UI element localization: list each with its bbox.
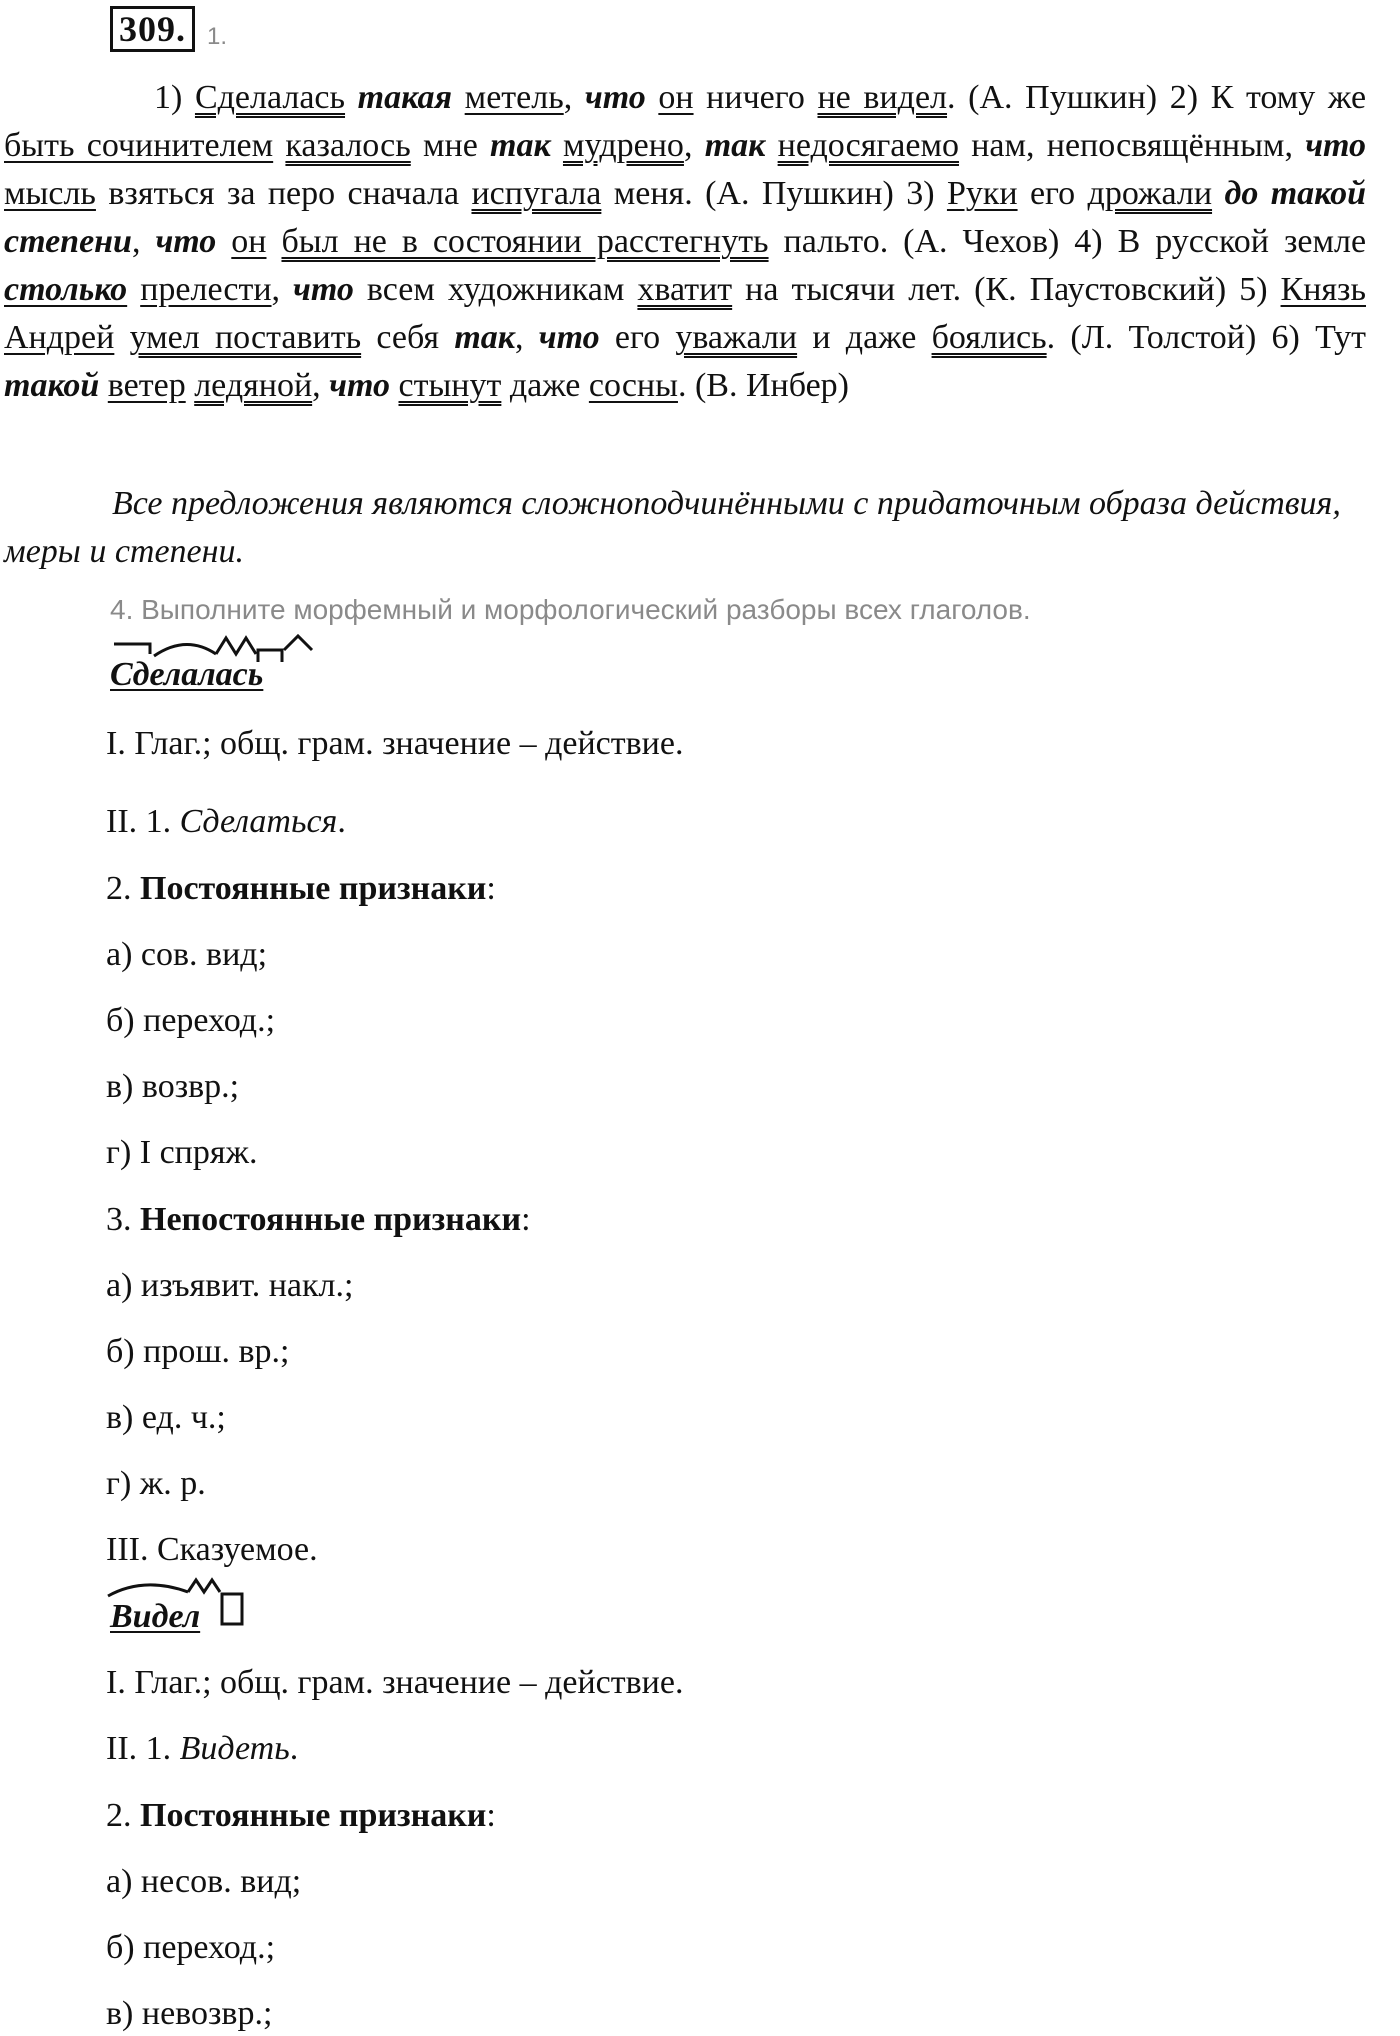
correlative-word: так (490, 127, 551, 164)
analysis-line: г) ж. р. (106, 1465, 206, 1502)
conclusion-text: Все предложения являются сложноподчинёнными с придаточным образа действия, меры и степени. (4, 485, 1341, 570)
predicate: боялись (931, 319, 1047, 356)
predicate: умел поставить (129, 319, 362, 356)
subject: Руки (946, 175, 1018, 212)
conjunction: что (538, 319, 600, 356)
exercise-number: 309. (110, 6, 195, 52)
analysis-line: б) переход.; (106, 1929, 276, 1966)
subject: он (231, 223, 267, 260)
correlative-word: такой (4, 367, 100, 404)
predicate: хватит (637, 271, 733, 308)
predicate: стынут (398, 367, 502, 404)
conjunction: что (1305, 127, 1367, 164)
predicate: дрожали (1087, 175, 1213, 212)
analysis-line: а) сов. вид; (106, 936, 268, 973)
predicate: не видел (817, 79, 948, 116)
analysis-line: в) ед. ч.; (106, 1399, 226, 1436)
analysis-line: III. Сказуемое. (106, 1531, 318, 1568)
analysis-line: 3. Непостоянные признаки: (106, 1201, 531, 1238)
analysis-line: г) I спряж. (106, 1134, 258, 1171)
verb-heading: Сделалась (110, 656, 264, 693)
subject: быть сочинителем (4, 127, 274, 164)
predicate: недосягаемо (777, 127, 959, 164)
subject: ветер (107, 367, 186, 404)
predicate: Сделалась (194, 79, 346, 116)
analysis-line: а) несов. вид; (106, 1863, 302, 1900)
analysis-line: II. 1. Видеть. (106, 1730, 299, 1767)
predicate: уважали (675, 319, 798, 356)
subject: Князь Андрей (4, 271, 1366, 356)
predicate: ледяной (194, 367, 313, 404)
correlative-word: так (454, 319, 515, 356)
exercise-header (110, 6, 227, 52)
analysis-line: 2. Постоянные признаки: (106, 1797, 496, 1834)
conjunction: что (155, 223, 217, 260)
analysis-line: II. 1. Сделаться. (106, 803, 346, 840)
correlative-word: такая (357, 79, 453, 116)
task-label: 1. (207, 23, 228, 50)
predicate: казалось (285, 127, 411, 164)
subject: метель (464, 79, 564, 116)
predicate: мудрено (562, 127, 684, 164)
analysis-line: в) возвр.; (106, 1068, 240, 1105)
analysis-line: а) изъявит. накл.; (106, 1267, 354, 1304)
subject: прелести (140, 271, 272, 308)
conjunction: что (329, 367, 390, 404)
analysis-line: 2. Постоянные признаки: (106, 870, 496, 907)
predicate: испугала (471, 175, 602, 212)
conjunction: что (293, 271, 354, 308)
analysis-line: б) прош. вр.; (106, 1333, 290, 1370)
analysis-line: в) невозвр.; (106, 1995, 273, 2032)
predicate: был не в состоянии расстегнуть (281, 223, 769, 260)
subject: сосны (588, 367, 678, 404)
task-4-instruction: 4. Выполните морфемный и морфологический разборы всех глаголов. (110, 594, 1031, 625)
correlative-word: до такой степени (4, 175, 1367, 260)
correlative-word: так (704, 127, 766, 164)
subject: мысль (4, 175, 96, 212)
verb-heading: Видел (110, 1598, 201, 1635)
analysis-line: б) переход.; (106, 1002, 276, 1039)
correlative-word: столько (4, 271, 128, 308)
analysis-line: I. Глаг.; общ. грам. значение – действие. (106, 725, 684, 762)
conjunction: что (584, 79, 646, 116)
analysis-line: I. Глаг.; общ. грам. значение – действие. (106, 1664, 684, 1701)
exercise-text: 1) Сделалась такая метель, что он ничего не видел. (А. Пушкин) 2) К тому же быть сочинителем казалось мне так мудрено, так недосягаемо нам, непосвящённым, что мысль взяться за перо сначала испугала меня. (А. Пушкин) 3) Руки его дрожали до такой степени, что он был не в состоянии расстегнуть пальто. (А. Чехов) 4) В русской земле столько прелести, что всем художникам хватит на тысячи лет. (К. Паустовский) 5) Князь Андрей умел поставить себя так, что его уважали и даже боялись. (Л. Толстой) 6) Тут такой ветер ледяной, что стынут даже сосны. (В. Инбер) (4, 79, 1367, 404)
subject: он (658, 79, 694, 116)
